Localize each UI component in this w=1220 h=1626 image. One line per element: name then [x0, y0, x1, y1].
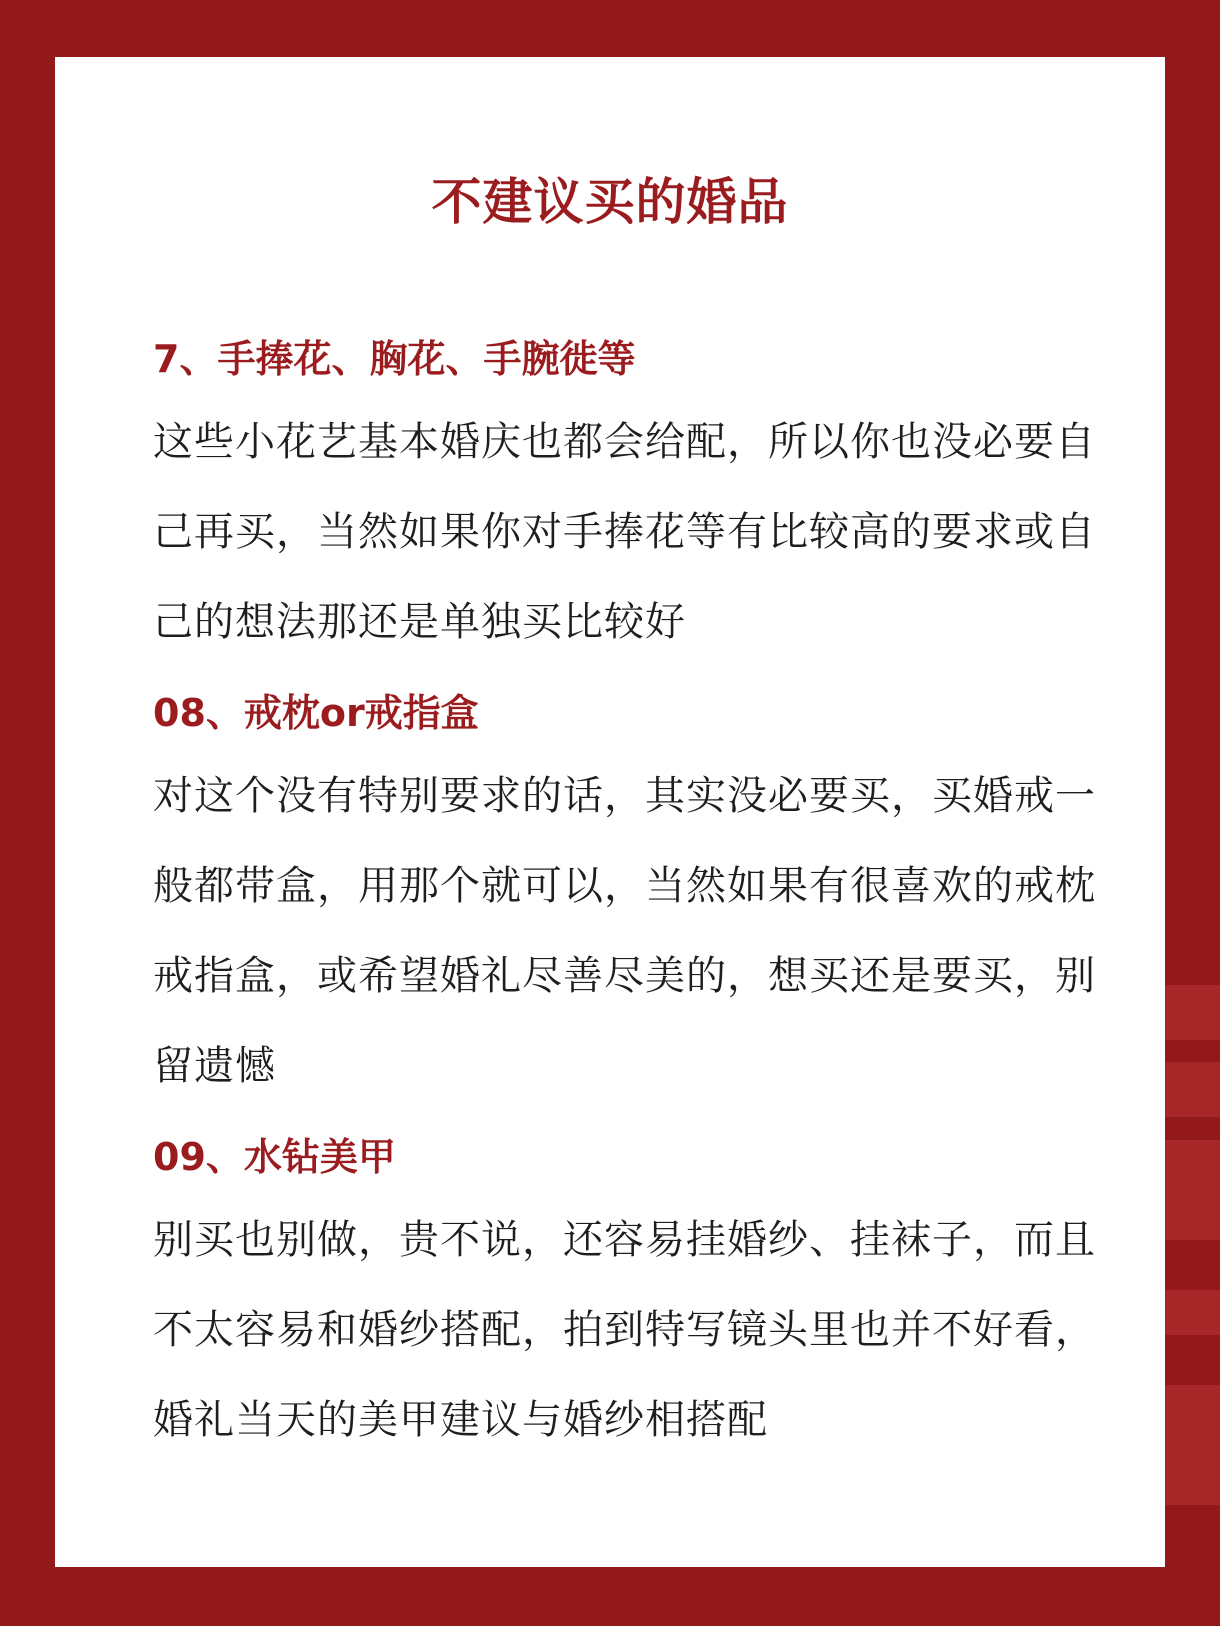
- section-heading: 09、水钻美甲: [153, 1135, 396, 1179]
- section-body: 别买也别做，贵不说，还容易挂婚纱、挂袜子，而且不太容易和婚纱搭配，拍到特写镜头里也并不好看，婚礼当天的美甲建议与婚纱相搭配: [153, 1217, 1096, 1443]
- section-item: [153, 675, 1103, 1111]
- content-card: [55, 57, 1165, 1567]
- section-item: [153, 321, 1103, 667]
- frame-stripe: [1165, 1290, 1220, 1335]
- section-body: 这些小花艺基本婚庆也都会给配，所以你也没必要自己再买，当然如果你对手捧花等有比较高的要求或自己的想法那还是单独买比较好: [153, 419, 1096, 645]
- page-title: 不建议买的婚品: [431, 173, 789, 231]
- section-body: 对这个没有特别要求的话，其实没必要买，买婚戒一般都带盒，用那个就可以，当然如果有很喜欢的戒枕戒指盒，或希望婚礼尽善尽美的，想买还是要买，别留遗憾: [153, 773, 1096, 1089]
- article-content: [153, 321, 1103, 1473]
- section-heading: 08、戒枕or戒指盒: [153, 691, 479, 735]
- frame-stripe: [1165, 1062, 1220, 1117]
- section-item: [153, 1119, 1103, 1465]
- section-heading: 7、手捧花、胸花、手腕徙等: [153, 337, 636, 381]
- frame-stripe: [1165, 985, 1220, 1040]
- frame-stripe: [1165, 1385, 1220, 1505]
- frame-stripe: [1165, 1140, 1220, 1240]
